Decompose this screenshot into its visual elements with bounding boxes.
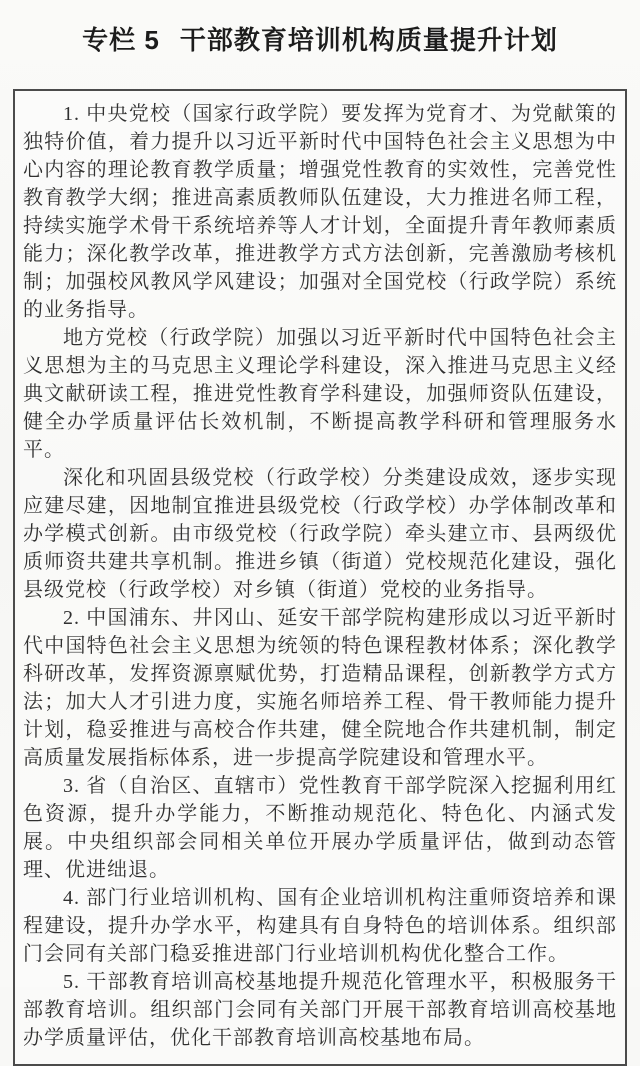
paragraph-sector-training-institutions: 4. 部门行业培训机构、国有企业培训机构注重师资培养和课程建设，提升办学水平，构建具有自身特色的培训体系。组织部门会同有关部门稳妥推进部门行业培训机构优化整合工作。 bbox=[23, 887, 617, 965]
column-title-main: 干部教育培训机构质量提升计划 bbox=[179, 25, 558, 55]
paragraph-cadre-academies: 2. 中国浦东、井冈山、延安干部学院构建形成以习近平新时代中国特色社会主义思想为统领的特色课程教材体系；深化教学科研改革，发挥资源禀赋优势，打造精品课程，创新教学方式方法；加大人才引进力度，实施名师培养工程、骨干教师能力提升计划，稳妥推进与高校合作共建，健全院地合作共建机制，制定高质量发展指标体系，进一步提高学院建设和管理水平。 bbox=[23, 607, 617, 769]
column-title-prefix: 专栏 5 bbox=[82, 25, 160, 55]
paragraph-central-party-school: 1. 中央党校（国家行政学院）要发挥为党育才、为党献策的独特价值，着力提升以习近平新时代中国特色社会主义思想为中心内容的理论教育教学质量；增强党性教育的实效性，完善党性教育教学大纲；推进高素质教师队伍建设，大力推进名师工程，持续实施学术骨干系统培养等人才计划，全面提升青年教师素质能力；深化教学改革，推进教学方式方法创新，完善激励考核机制；加强校风教风学风建设；加强对全国党校（行政学院）系统的业务指导。 bbox=[23, 103, 617, 321]
column-title bbox=[0, 0, 640, 57]
paragraph-local-party-schools: 地方党校（行政学院）加强以习近平新时代中国特色社会主义思想为主的马克思主义理论学科建设，深入推进马克思主义经典文献研读工程，推进党性教育学科建设，加强师资队伍建设，健全办学质量评估长效机制，不断提高教学科研和管理服务水平。 bbox=[23, 327, 617, 461]
paragraph-university-training-bases: 5. 干部教育培训高校基地提升规范化管理水平，积极服务干部教育培训。组织部门会同有关部门开展干部教育培训高校基地办学质量评估，优化干部教育培训高校基地布局。 bbox=[23, 971, 617, 1049]
column-content-box bbox=[13, 89, 627, 1066]
paragraph-county-party-schools: 深化和巩固县级党校（行政学校）分类建设成效，逐步实现应建尽建，因地制宜推进县级党校（行政学校）办学体制改革和办学模式创新。由市级党校（行政学院）牵头建立市、县两级优质师资共建共享机制。推进乡镇（街道）党校规范化建设，强化县级党校（行政学校）对乡镇（街道）党校的业务指导。 bbox=[23, 467, 617, 601]
paragraph-provincial-institutes: 3. 省（自治区、直辖市）党性教育干部学院深入挖掘利用红色资源，提升办学能力，不断推动规范化、特色化、内涵式发展。中央组织部会同相关单位开展办学质量评估，做到动态管理、优进绌退。 bbox=[23, 775, 617, 881]
